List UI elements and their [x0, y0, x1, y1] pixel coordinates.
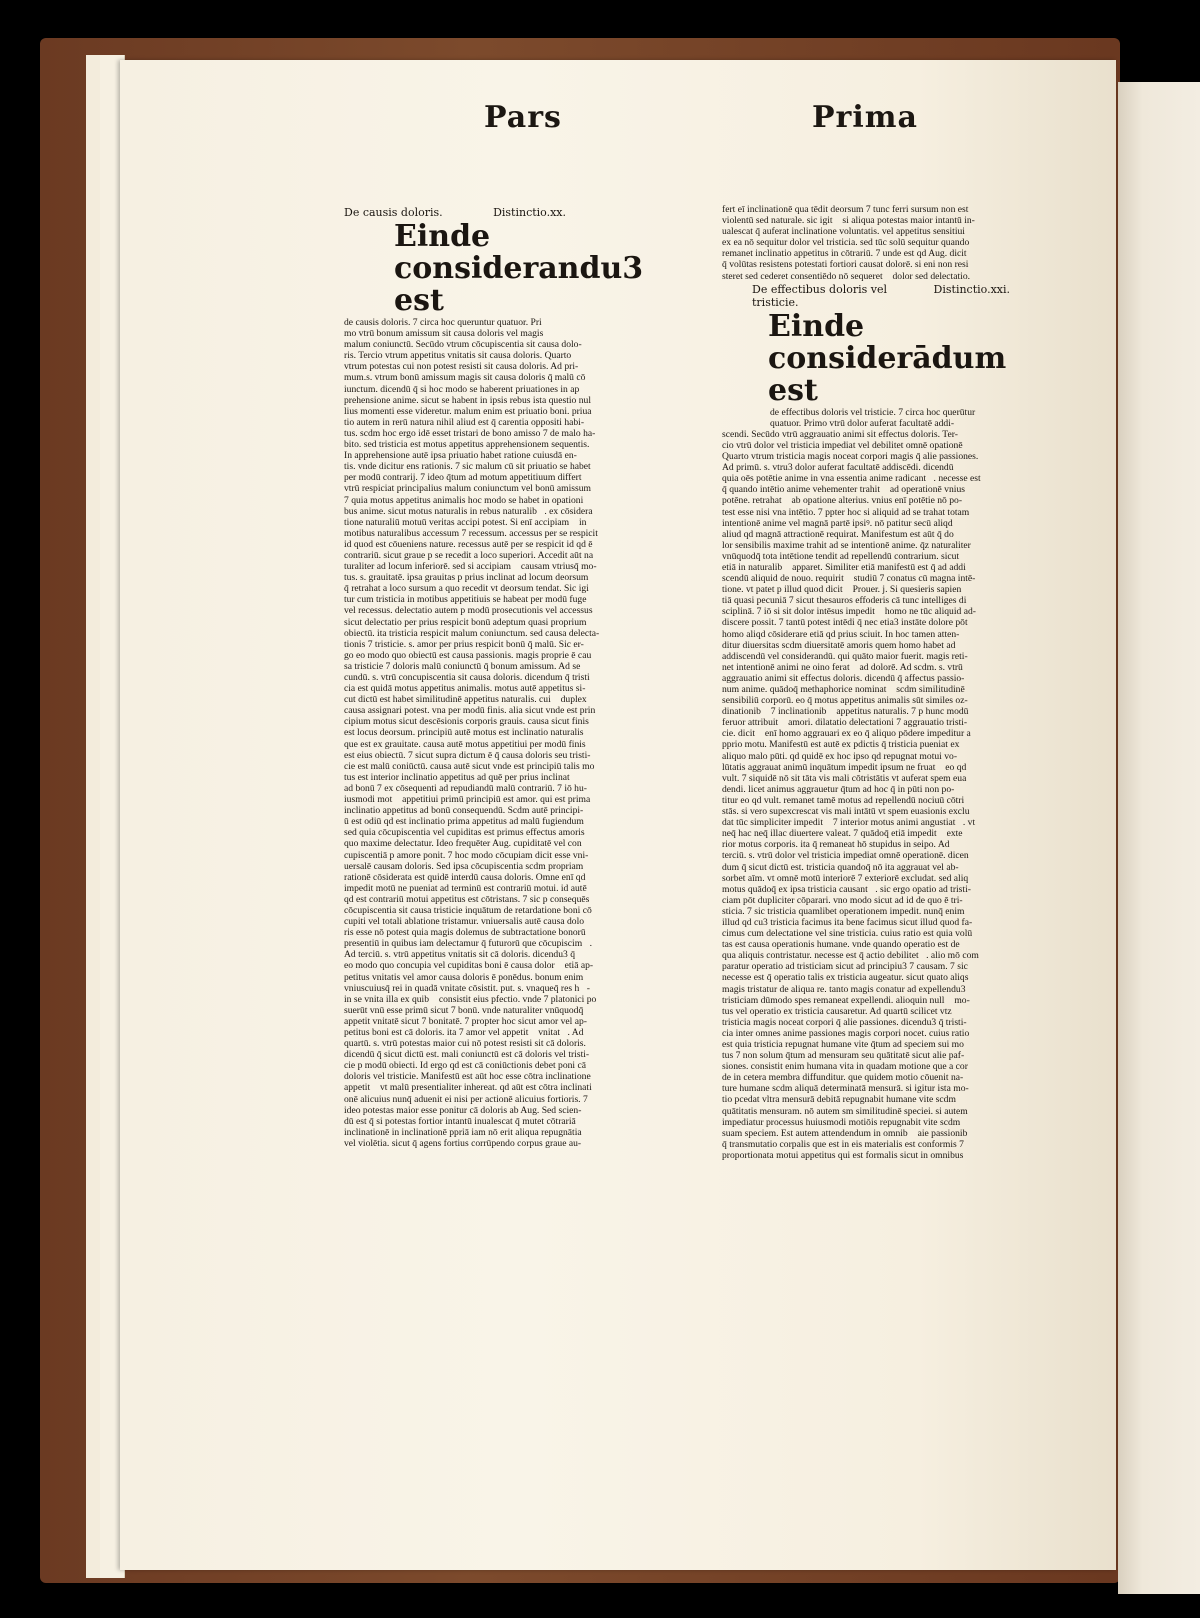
running-head-left: Pars: [484, 100, 562, 135]
body-text: scendi. Secūdo vtrū aggrauatio animi sit effectus doloris. Ter- cio vtrū dolor vel tristicia impediat vel debilitet omnē opationē Quarto vtrum tristicia magis noceat corpori magis q̄ alie passiones. Ad primū. s. vtru3 dolor auferat facultatē addiscēdi. dicendū quia oēs potētie anime in vna essentia anime radicant᷑. necesse est q̄ quando intētio anime vehementer trahit᷑ ad operationē vnius potēne. retrahat᷑ ab opatione alterius. vnius enī potētie nō po- test esse nisi vna intētio. 7 ppter hoc si aliquid ad se trahat totam intentionē anime vel magnā partē ipsiꝰ. nō patitur secū aliqd aliud qd magnā attractionē requirat. Manifestum est aūt q̄ do lor sensibilis maxime trahit ad se intentionē anime. q̄z naturaliter vnūquodq̄ tota intētione tendit ad repellendū contrarium. sicut etiā in naturalib᷑ apparet. Similiter etiā manifestū est q̄ ad addi scendū aliquid de nouo. requirit᷑ studiū 7 conatus cū magna intē- tione. vt patet p illud quod dicit᷑ Prouer. j. Si quesieris sapien tiā quasi pecuniā 7 sicut thesauros effoderis cā tunc intelliges di sciplinā. 7 iō si sit dolor intēsus impedit᷑ homo ne tūc aliquid ad- discere possit. 7 tantū potest intēdi q̄ nec etia3 instāte dolore pōt homo aliqd cōsiderare etiā qd prius sciuit. In hoc tamen atten- ditur diuersitas scdm diuersitatē amoris quem homo habet ad addiscendū vel considerandū. qui quāto maior fuerit. magis reti- net intentionē animi ne oino ferat᷑ ad dolorē. Ad scdm. s. vtrū aggrauatio animi sit effectus doloris. dicendū q̄ affectus passio- num anime. quādoq̄ methaphorice nominat᷑ scdm similitudinē sensibiliū corporū. eo q̄ motus appetitus animalis sūt similes oz- dinationib᷑ 7 inclinationib᷑ appetitus naturalis. 7 p hunc modū feruor attribuit᷑ amori. dilatatio delectationi 7 aggrauatio tristi- cie. dicit᷑ enī homo aggrauari ex eo q̄ aliquo pōdere impeditur a pprio motu. Manifestū est autē ex pdictis q̄ tristicia pueniat ex aliquo malo pūti. qd quidē ex hoc ipso qd repugnat motui vo- lūtatis aggrauat animū inquātum impedit ipsum ne fruat᷑ eo qd vult. 7 siquidē nō sit tāta vis mali cōtristātis vt auferat spem eua dendi. licet animus aggrauetur q̄tum ad hoc q̄ in pūti non po- titur eo qd vult. remanet tamē motus ad repellendū nociuū cōtri stās. si vero supexcrescat vis mali intātū vt spem euasionis exclu dat tūc simpliciter impedit᷑ 7 interior motus animi angustiat᷑. vt neq̄ hac neq̄ illac diuertere valeat. 7 quādoq̄ etiā impedit᷑ exte rior motus corporis. ita q̄ remaneat hō stupidus in seipo. Ad terciū. s. vtrū dolor vel tristicia impediat omnē operationē. dicen dum q̄ sicut dictū est. tristicia quandoq̄ nō ita aggrauat vel ab- sorbet aīm. vt omnē motū interiorē 7 exteriorē excludat. sed aliq motus quādoq̄ ex ipsa tristicia causant᷑. sic ergo opatio ad tristi- ciam pōt dupliciter cōparari. vno modo sicut ad id de quo ē tri- sticia. 7 sic tristicia quamlibet operationem impedit. nunq̄ enim illud qd cu3 tristicia facimus ita bene facimus sicut illud quod fa- cimus cum delectatione vel sine tristicia. cuius ratio est quia volū tas est causa operationis humane. vnde quando operatio est de qua aliquis contristatur. necesse est q̄ actio debilitet᷑. alio mō com paratur operatio ad tristiciam sicut ad principiu3 7 causam. 7 sic necesse est q̄ operatio talis ex tristicia augeatur. sicut quato aliqs magis tristatur de aliqua re. tanto magis conatur ad expellendu3 tristiciam dūmodo spes remaneat expellendi. alioquin null᷑ mo- tus vel operatio ex tristicia causaretur. Ad quartū scilicet vtz tristicia magis noceat corpori q̄ alie passiones. dicendu3 q̄ tristi- cia inter omnes anime passiones magis corpori nocet. cuius ratio est quia tristicia repugnat humane vite q̄tum ad speciem sui mo tus 7 non solum q̄tum ad mensuram seu quātitatē sicut alie paf- siones. consistit enim humana vita in quadam motione que a cor de in cetera membra diffunditur. que quidem motio cōuenit na- ture humane scdm aliquā determinatā mensurā. si igitur ista mo- tio pcedat vltra mensurā debitā repugnabit humane vite scdm quātitatis mensuram. nō autem sm similitudinē speciei. si autem impediatur processus huiusmodi motiōis repugnabit vite scdm suam speciem. Est autem attendendum in omnib᷑ aie passionib᷑ q̄ transmutatio corpalis que est in eis materialis est conformis 7 proportionata motui appetitus qui est formalis sicut in omnibus: [722, 428, 981, 1161]
distinctio-label: Distinctio.xx.: [493, 206, 566, 219]
right-column-header: [752, 283, 1022, 309]
rubric: De causis doloris.: [344, 206, 443, 219]
section-headline: Einde considerandu3 est: [394, 219, 644, 318]
rubric: De effectibus doloris vel tristicie.: [752, 282, 887, 309]
facing-page-edge: [1118, 82, 1200, 1594]
section-headline: Einde considerādum est: [768, 308, 1007, 408]
distinctio-label: Distinctio.xxi.: [933, 282, 1010, 296]
left-column-header: [344, 206, 616, 219]
intro-text: de effectibus doloris vel tristicie. 7 circa hoc querūtur quatuor. Primo vtrū dolor auferat facultatē addi-: [770, 406, 976, 429]
body-text: de causis doloris. 7 circa hoc queruntur quatuor. Pri mo vtrū bonum amissum sit causa doloris vel magis malum coniunctū. Secūdo vtrum cōcupiscentia sit causa dolo- ris. Tercio vtrum appetitus vnitatis sit causa doloris. Quarto vtrum potestas cui non potest resisti sit causa doloris. Ad pri- mum.s. vtrum bonū amissum magis sit causa doloris q̄ malū cō iunctum. dicendū q̄ si hoc modo se haberent priuationes in ap prehensione anime. sicut se habent in ipsis rebus ista questio nul lius momenti esse videretur. malum enim est priuatio boni. priua tio autem in rerū natura nihil aliud est q̄ carentia oppositi habi- tus. scdm hoc ergo idē esset tristari de bono amisso 7 de malo ha- bito. sed tristicia est motus appetitus apprehensionem sequentis. In apprehensione autē ipsa priuatio habet ratione cuiusdā en- tis. vnde dicitur ens rationis. 7 sic malum cū sit priuatio se habet per modū contrarij. 7 ideo q̄tum ad motum appetitiuum differt vtrū respiciat principalius malum coniunctum vel bonū amissum 7 quia motus appetitus animalis hoc modo se habet in opationi bus anime. sicut motus naturalis in rebus naturalib᷑. ex cōsidera tione naturaliū motuū veritas accipi potest. Si enī accipiam᷑ in motibus naturalibus accessum 7 recessum. accessus per se respicit id quod est cōueniens nature. recessus autē per se respicit id qd ē contrariū. sicut graue p se recedit a loco superiori. Accedit aūt na turaliter ad locum inferiorē. sed si accipiam᷑ causam vtriusq̄ mo- tus. s. grauitatē. ipsa grauitas p prius inclinat ad locum deorsum q̄ retrahat a loco sursum a quo recedit vt deorsum tendat. Sic igi tur cum tristicia in motibus appetitiuis se habeat per modū fuge vel recessus. delectatio autem p modū prosecutionis vel accessus sicut delectatio per prius respicit bonū adeptum quasi proprium obiectū. ita tristicia respicit malum coniunctum. sed causa delecta- tionis 7 tristicie. s. amor per prius respicit bonū q̄ malū. Sic er- go eo modo quo obiectū est causa passionis. magis proprie ē cau sa tristicie 7 doloris malū coniunctū q̄ bonum amissum. Ad se cundū. s. vtrū concupiscentia sit causa doloris. dicendum q̄ tristi cia est quidā motus appetitus animalis. motus autē appetitus si- cut dictū est habet similitudinē appetitus naturalis. cui᷑ duplex causa assignari potest. vna per modū finis. alia sicut vnde est prin cipium motus sicut descēsionis corporis grauis. causa sicut finis est locus deorsum. principiū autē motus est inclinatio naturalis que est ex grauitate. causa autē motus appetitiui per modū finis est eius obiectū. 7 sicut supra dictum ē q̄ causa doloris seu tristi- cie est malū coniūctū. causa autē sicut vnde est principiū talis mo tus est interior inclinatio appetitus ad quē per prius inclinat᷑ ad bonū 7 ex cōsequenti ad repudiandū malū contrariū. 7 iō hu- iusmodi mot᷑ appetitiui primū principiū est amor. qui est prima inclinatio appetitus ad bonū consequendū. Scdm autē principi- ū est odiū qd est inclinatio prima appetitus ad malū fugiendum sed quia cōcupiscentia vel cupiditas est primus effectus amoris quo maxime delectatur. Ideo frequēter Aug. cupiditatē vel con cupiscentiā p amore ponit. 7 hoc modo cōcupiam dicit esse vni- uersalē causam doloris. Sed ipsa cōcupiscentia scdm propriam rationē cōsiderata est quidē interdū causa doloris. Omne enī qd impedit motū ne pueniat ad terminū est contrariū motui. id autē qd est contrariū motui appetitus est cōtristans. 7 sic p consequēs cōcupiscentia sit causa tristicie inquātum de retardatione boni cō cupiti vel totali ablatione tristamur. vniuersalis autē causa dolo ris esse nō potest quia magis dolemus de subtractatione bonorū presentiū in quibus iam delectamur q̄ futurorū que cōcupiscim᷑. Ad terciū. s. vtrū appetitus vnitatis sit cā doloris. dicendu3 q̄ eo modo quo concupia vel cupiditas boni ē causa dolor᷑ etiā ap- petitus vnitatis vel amor causa doloris ē ponēdus. bonum enim vniuscuiusq̄ rei in quadā vnitate cōsistit. put. s. vnaqueq̄ res h᷑- in se vnita illa ex quib᷑ consistit eius pfectio. vnde 7 platonici po suerūt vnū esse primū sicut 7 bonū. vnde naturaliter vnūquodq̄ appetit vnitatē sicut 7 bonitatē. 7 propter hoc sicut amor vel ap- petitus boni est cā doloris. ita 7 amor vel appetit᷑ vnitat᷑. Ad quartū. s. vtrū potestas maior cui nō potest resisti sit cā doloris. dicendū q̄ sicut dictū est. mali coniunctū est cā doloris vel tristi- cie p modū obiecti. Id ergo qd est cā coniūctionis debet poni cā doloris vel tristicie. Manifestū est aūt hoc esse cōtra inclinatione appetit᷑ vt malū presentialiter inhereat. qd aūt est cōtra inclinati onē alicuius nunq̄ aduenit ei nisi per actionē alicuius fortioris. 7 ideo potestas maior esse ponitur cā doloris ab Aug. Sed scien- dū est q̄ si potestas fortior intantū inualescat q̄ mutet cōtrariā inclinationē in inclinationē ppriā iam nō erit aliqua repugnātia vel violētia. sicut q̄ agens fortius corrūpendo corpus graue au-: [344, 317, 600, 1149]
body-text-continued: fert eī inclinationē qua tēdit deorsum 7 tunc ferri sursum non est violentū sed naturale. sic igit᷑ si aliqua potestas maior intantū in- ualescat q̄ auferat inclinatione voluntatis. vel appetitus sensitiui ex ea nō sequitur dolor vel tristicia. sed tūc solū sequitur quando remanet inclinatio appetitus in cōtrariū. 7 unde est qd Aug. dicit q̄ volūtas resistens potestati fortiori causat dolorē. si eni non resi steret sed cederet consentiēdo nō sequeret᷑ dolor sed delectatio.: [722, 204, 975, 282]
running-head-right: Prima: [812, 100, 918, 135]
left-column: [344, 206, 644, 1149]
right-column: [722, 204, 1022, 1161]
